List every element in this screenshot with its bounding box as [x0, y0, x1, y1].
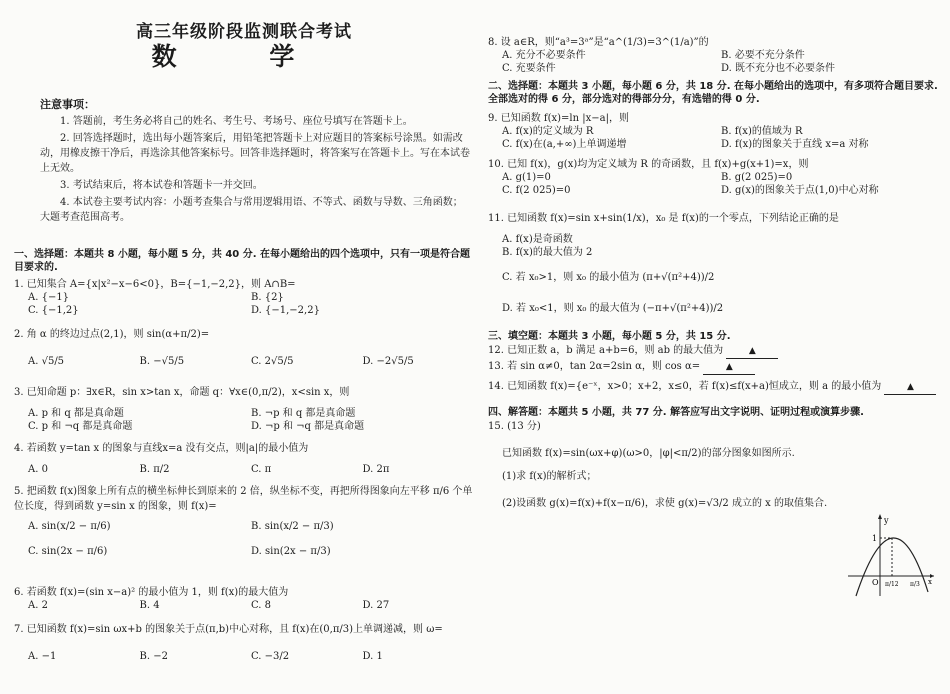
question-7 [14, 622, 474, 663]
q6-stem: 6. 若函数 f(x)=(sin x−a)² 的最小值为 1，则 f(x)的最大值为 [14, 587, 289, 598]
q1-stem: 1. 已知集合 A={x|x²−x−6<0}，B={−1,−2,2}，则 A∩B= [14, 279, 296, 290]
question-8 [488, 36, 940, 75]
q8-option-c: C. 充要条件 [502, 63, 556, 74]
q2-option-c: C. 2√5/5 [251, 356, 294, 367]
question-15 [488, 420, 940, 510]
q7-stem: 7. 已知函数 f(x)=sin ωx+b 的图象关于点(π,b)中心对称，且 f(x)在(0,π/3)上单调递减，则 ω= [14, 624, 443, 635]
q2-option-d: D. −2√5/5 [362, 356, 414, 367]
question-9 [488, 112, 940, 151]
q2-stem: 2. 角 α 的终边过点(2,1)，则 sin(α+π/2)= [14, 329, 210, 340]
graph-tick-pi3: π/3 [910, 581, 920, 588]
graph-y-arrow [878, 514, 882, 519]
question-12 [488, 344, 940, 359]
question-4 [14, 442, 474, 476]
graph-tick-pi12: π/12 [885, 581, 899, 588]
q9-option-b: B. f(x)的值域为 R [721, 126, 803, 137]
q11-option-c: C. 若 x₀>1，则 x₀ 的最小值为 (π+√(π²+4))/2 [502, 272, 715, 283]
q2-option-a: A. √5/5 [28, 356, 65, 367]
q11-option-d: D. 若 x₀<1，则 x₀ 的最大值为 (−π+√(π²+4))/2 [502, 303, 724, 314]
q9-stem: 9. 已知函数 f(x)=ln |x−a|，则 [488, 113, 629, 124]
section3-title: 三、填空题：本题共 3 小题，每小题 5 分，共 15 分. [488, 331, 731, 342]
q3-stem: 3. 已知命题 p：∃x∈R，sin x>tan x，命题 q：∀x∈(0,π/2)，x<sin x，则 [14, 387, 350, 398]
q3-option-b: B. ¬p 和 q 都是真命题 [251, 408, 356, 419]
q9-option-d: D. f(x)的图象关于直线 x=a 对称 [721, 139, 869, 150]
q1-option-c: C. {−1,2} [28, 305, 79, 316]
q12-answer-blank: ▲ [726, 345, 778, 359]
q15-stem: 已知函数 f(x)=sin(ωx+φ)(ω>0，|φ|<π/2)的部分图象如图所示. [502, 448, 795, 459]
q4-option-d: D. 2π [362, 464, 390, 475]
notice-item: 1. 答题前，考生务必将自己的姓名、考生号、考场号、座位号填写在答题卡上。 [60, 116, 413, 127]
q7-option-b: B. −2 [139, 651, 168, 662]
section1-title: 一、选择题：本题共 8 小题，每小题 5 分，共 40 分. 在每小题给出的四个选项中，只有一项是符合题目要求的. [14, 249, 471, 273]
q10-option-c: C. f(2 025)=0 [502, 185, 571, 196]
graph-y-label: y [884, 516, 889, 525]
q14-answer-blank: ▲ [884, 381, 936, 395]
q8-option-b: B. 必要不充分条件 [721, 50, 805, 61]
q15-part2: (2)设函数 g(x)=f(x)+f(x−π/6)，求使 g(x)=√3/2 成立的 x 的取值集合. [502, 498, 828, 509]
question-6 [14, 586, 474, 612]
section4-title: 四、解答题：本题共 5 小题，共 77 分. 解答应写出文字说明、证明过程或演算步骤. [488, 407, 864, 418]
section2 [488, 80, 940, 106]
q3-option-c: C. p 和 ¬q 都是真命题 [28, 421, 133, 432]
question-11 [488, 212, 940, 315]
graph-x-label: x [928, 578, 932, 586]
q10-stem: 10. 已知 f(x)，g(x)均为定义域为 R 的奇函数，且 f(x)+g(x+1)=x，则 [488, 159, 809, 170]
q6-option-a: A. 2 [28, 600, 48, 611]
q5-stem: 5. 把函数 f(x)图象上所有点的横坐标伸长到原来的 2 倍，纵坐标不变，再把所得图象向左平移 π/6 个单位长度，得到函数 y=sin x 的图象，则 f(x)= [14, 486, 473, 512]
notice-item: 2. 回答选择题时，选出每小题答案后，用铅笔把答题卡上对应题目的答案标号涂黑。如需改动，用橡皮擦干净后，再选涂其他答案标号。回答非选择题时，将答案写在答题卡上。写在本试卷上无效。 [40, 133, 470, 174]
q3-option-a: A. p 和 q 都是真命题 [28, 408, 124, 419]
q1-option-b: B. {2} [251, 292, 284, 303]
q6-option-d: D. 27 [362, 600, 390, 611]
graph-origin-label: O [872, 578, 879, 587]
q11-stem: 11. 已知函数 f(x)=sin x+sin(1/x)，x₀ 是 f(x)的一个零点，下列结论正确的是 [488, 213, 839, 224]
notice-item: 4. 本试卷主要考试内容：小题考查集合与常用逻辑用语、不等式、函数与导数、三角函数；大题考查范围高考。 [40, 197, 463, 223]
subject-title: 数 学 [151, 42, 337, 71]
q7-option-d: D. 1 [362, 651, 383, 662]
notice-title: 注意事项： [40, 98, 95, 111]
exam-title: 高三年级阶段监测联合考试 [136, 22, 352, 42]
q8-stem: 8. 设 a∈R，则“a³=3ᵃ”是“a^(1/3)=3^(1/a)”的 [488, 37, 709, 48]
q15-function-graph [846, 512, 936, 598]
q9-option-c: C. f(x)在(a,+∞)上单调递增 [502, 139, 627, 150]
q6-option-c: C. 8 [251, 600, 272, 611]
q10-option-b: B. g(2 025)=0 [721, 172, 793, 183]
q14-stem: 14. 已知函数 f(x)={e⁻ˣ，x>0；x+2，x≤0，若 f(x)≤f(x+a)恒成立，则 a 的最小值为 [488, 381, 882, 392]
q4-option-c: C. π [251, 464, 272, 475]
section2-title: 二、选择题：本题共 3 小题，每小题 6 分，共 18 分. 在每小题给出的选项中，有多项符合题目要求. 全部选对的得 6 分，部分选对的得部分分，有选错的得 0 分. [488, 81, 938, 105]
q10-option-d: D. g(x)的图象关于点(1,0)中心对称 [721, 185, 879, 196]
section4 [488, 406, 940, 419]
notice-item: 3. 考试结束后，将本试卷和答题卡一并交回。 [60, 180, 263, 191]
question-5 [14, 484, 474, 558]
question-14 [488, 380, 940, 395]
section1 [14, 248, 474, 274]
q15-part1: (1)求 f(x)的解析式； [502, 471, 597, 482]
question-10 [488, 158, 940, 197]
question-2 [14, 328, 474, 368]
question-1 [14, 278, 474, 317]
q1-option-d: D. {−1,−2,2} [251, 305, 320, 316]
q11-option-b: B. f(x)的最大值为 2 [502, 247, 593, 258]
q3-option-d: D. ¬p 和 ¬q 都是真命题 [251, 421, 365, 432]
question-3 [14, 386, 474, 433]
q11-option-a: A. f(x)是奇函数 [502, 234, 573, 245]
q10-option-a: A. g(1)=0 [502, 172, 551, 183]
question-13 [488, 360, 940, 375]
q4-option-b: B. π/2 [139, 464, 170, 475]
q7-option-a: A. −1 [28, 651, 57, 662]
q2-option-b: B. −√5/5 [139, 356, 185, 367]
q4-option-a: A. 0 [28, 464, 48, 475]
q1-option-a: A. {−1} [28, 292, 70, 303]
q5-option-c: C. sin(2x − π/6) [28, 546, 108, 557]
q15-head: 15. (13 分) [488, 421, 541, 432]
q5-option-b: B. sin(x/2 − π/3) [251, 521, 334, 532]
q13-answer-blank: ▲ [703, 361, 755, 375]
section3 [488, 330, 940, 343]
q8-option-a: A. 充分不必要条件 [502, 50, 586, 61]
q13-stem: 13. 若 sin α≠0，tan 2α=2sin α，则 cos α= [488, 361, 701, 372]
q6-option-b: B. 4 [139, 600, 160, 611]
q8-option-d: D. 既不充分也不必要条件 [721, 63, 836, 74]
q5-option-d: D. sin(2x − π/3) [251, 546, 331, 557]
q7-option-c: C. −3/2 [251, 651, 290, 662]
q9-option-a: A. f(x)的定义域为 R [502, 126, 594, 137]
q5-option-a: A. sin(x/2 − π/6) [28, 521, 111, 532]
q12-stem: 12. 已知正数 a，b 满足 a+b=6，则 ab 的最大值为 [488, 345, 724, 356]
notice-block [40, 98, 470, 227]
q4-stem: 4. 若函数 y=tan x 的图象与直线x=a 没有交点，则|a|的最小值为 [14, 443, 309, 454]
graph-one-label: 1 [872, 534, 878, 543]
